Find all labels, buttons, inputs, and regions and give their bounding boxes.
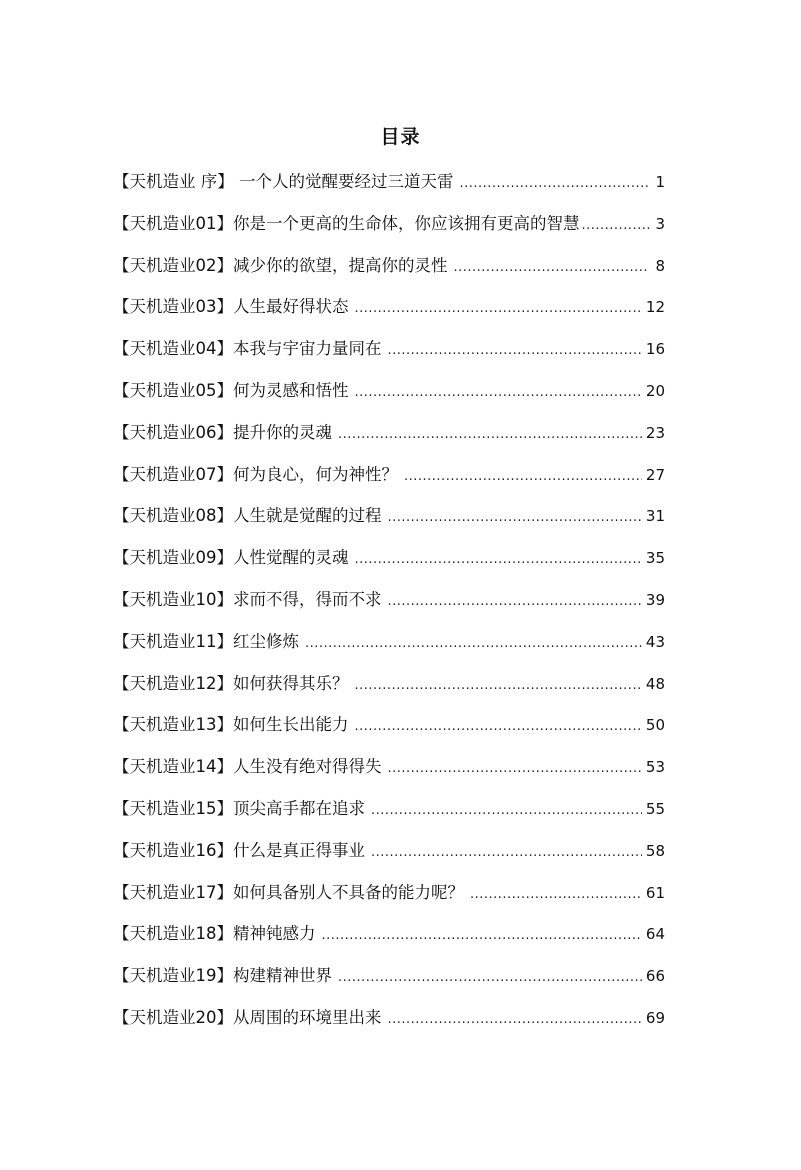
- toc-entry[interactable]: [113, 586, 665, 628]
- toc-list: [113, 168, 665, 1046]
- toc-dot-leader: [305, 636, 642, 651]
- toc-entry-label: 【天机造业17】如何具备别人不具备的能力呢？: [113, 882, 464, 902]
- toc-entry[interactable]: [113, 920, 665, 962]
- toc-entry[interactable]: [113, 502, 665, 544]
- toc-entry-label: 【天机造业12】如何获得其乐？: [113, 673, 349, 693]
- toc-dot-leader: [582, 218, 652, 233]
- toc-entry-label: 【天机造业10】求而不得，得而不求: [113, 589, 382, 609]
- toc-dot-leader: [371, 845, 642, 860]
- toc-dot-leader: [404, 469, 642, 484]
- toc-entry[interactable]: [113, 1004, 665, 1046]
- toc-dot-leader: [355, 301, 642, 316]
- toc-entry-page: 3: [655, 214, 665, 233]
- toc-entry-page: 69: [645, 1008, 665, 1027]
- toc-entry[interactable]: [113, 837, 665, 879]
- toc-entry-page: 31: [645, 507, 665, 526]
- toc-dot-leader: [454, 260, 650, 275]
- toc-dot-leader: [388, 594, 642, 609]
- toc-entry[interactable]: [113, 670, 665, 712]
- toc-title: 目录: [380, 126, 421, 148]
- toc-dot-leader: [338, 427, 642, 442]
- toc-entry[interactable]: [113, 461, 665, 503]
- toc-entry[interactable]: [113, 962, 665, 1004]
- toc-entry-label: 【天机造业01】你是一个更高的生命体，你应该拥有更高的智慧: [113, 213, 580, 233]
- toc-dot-leader: [355, 678, 642, 693]
- toc-entry-page: 35: [645, 549, 665, 568]
- toc-entry[interactable]: [113, 753, 665, 795]
- toc-dot-leader: [371, 803, 642, 818]
- toc-entry[interactable]: [113, 210, 665, 252]
- toc-entry-page: 61: [645, 883, 665, 902]
- toc-entry-label: 【天机造业06】提升你的灵魂: [113, 422, 332, 442]
- toc-entry-label: 【天机造业13】如何生长出能力: [113, 715, 349, 735]
- toc-entry[interactable]: [113, 377, 665, 419]
- toc-entry-page: 58: [645, 841, 665, 860]
- toc-entry-label: 【天机造业20】从周围的环境里出来: [113, 1007, 382, 1027]
- toc-entry-page: 39: [645, 590, 665, 609]
- toc-entry-label: 【天机造业18】精神钝感力: [113, 924, 316, 944]
- toc-entry[interactable]: [113, 711, 665, 753]
- toc-entry-label: 【天机造业04】本我与宇宙力量同在: [113, 339, 382, 359]
- toc-entry-page: 1: [655, 173, 665, 191]
- toc-entry-page: 66: [645, 967, 665, 986]
- toc-entry-page: 43: [645, 632, 665, 651]
- toc-entry-label: 【天机造业09】人性觉醒的灵魂: [113, 548, 349, 568]
- toc-entry-label: 【天机造业03】人生最好得状态: [113, 297, 349, 317]
- toc-entry-label: 【天机造业19】构建精神世界: [113, 966, 332, 986]
- toc-dot-leader: [355, 552, 642, 567]
- toc-entry-page: 64: [645, 925, 665, 944]
- toc-entry-page: 50: [645, 716, 665, 735]
- toc-dot-leader: [355, 719, 642, 734]
- toc-entry-label: 【天机造业11】红尘修炼: [113, 631, 299, 651]
- toc-entry-page: 23: [645, 423, 665, 442]
- toc-entry[interactable]: [113, 252, 665, 294]
- toc-dot-leader: [470, 887, 642, 902]
- toc-entry[interactable]: [113, 544, 665, 586]
- toc-entry-page: 12: [645, 298, 665, 317]
- toc-entry[interactable]: [113, 419, 665, 461]
- toc-dot-leader: [355, 385, 642, 400]
- toc-entry-label: 【天机造业08】人生就是觉醒的过程: [113, 506, 382, 526]
- toc-entry-page: 16: [645, 340, 665, 359]
- toc-dot-leader: [388, 1012, 642, 1027]
- toc-entry-page: 27: [645, 465, 665, 484]
- toc-entry[interactable]: [113, 168, 665, 210]
- toc-entry-page: 48: [645, 674, 665, 693]
- toc-entry-page: 55: [645, 799, 665, 818]
- toc-dot-leader: [460, 176, 650, 191]
- toc-entry-label: 【天机造业05】何为灵感和悟性: [113, 380, 349, 400]
- toc-entry-label: 【天机造业07】何为良心，何为神性？: [113, 464, 398, 484]
- toc-entry-page: 8: [655, 256, 665, 275]
- toc-entry[interactable]: [113, 879, 665, 921]
- toc-entry-label: 【天机造业15】顶尖高手都在追求: [113, 798, 365, 818]
- toc-entry-page: 20: [645, 381, 665, 400]
- toc-entry-page: 53: [645, 758, 665, 777]
- toc-dot-leader: [388, 510, 642, 525]
- toc-entry[interactable]: [113, 795, 665, 837]
- toc-dot-leader: [388, 761, 642, 776]
- toc-entry-label: 【天机造业14】人生没有绝对得得失: [113, 757, 382, 777]
- toc-dot-leader: [388, 343, 642, 358]
- toc-entry-label: 【天机造业02】减少你的欲望，提高你的灵性: [113, 255, 448, 275]
- toc-entry-label: 【天机造业16】什么是真正得事业: [113, 840, 365, 860]
- toc-entry[interactable]: [113, 335, 665, 377]
- toc-dot-leader: [338, 970, 642, 985]
- toc-dot-leader: [322, 928, 642, 943]
- toc-entry-label: 【天机造业 序】 一个人的觉醒要经过三道天雷: [113, 172, 454, 191]
- toc-entry[interactable]: [113, 293, 665, 335]
- toc-entry[interactable]: [113, 628, 665, 670]
